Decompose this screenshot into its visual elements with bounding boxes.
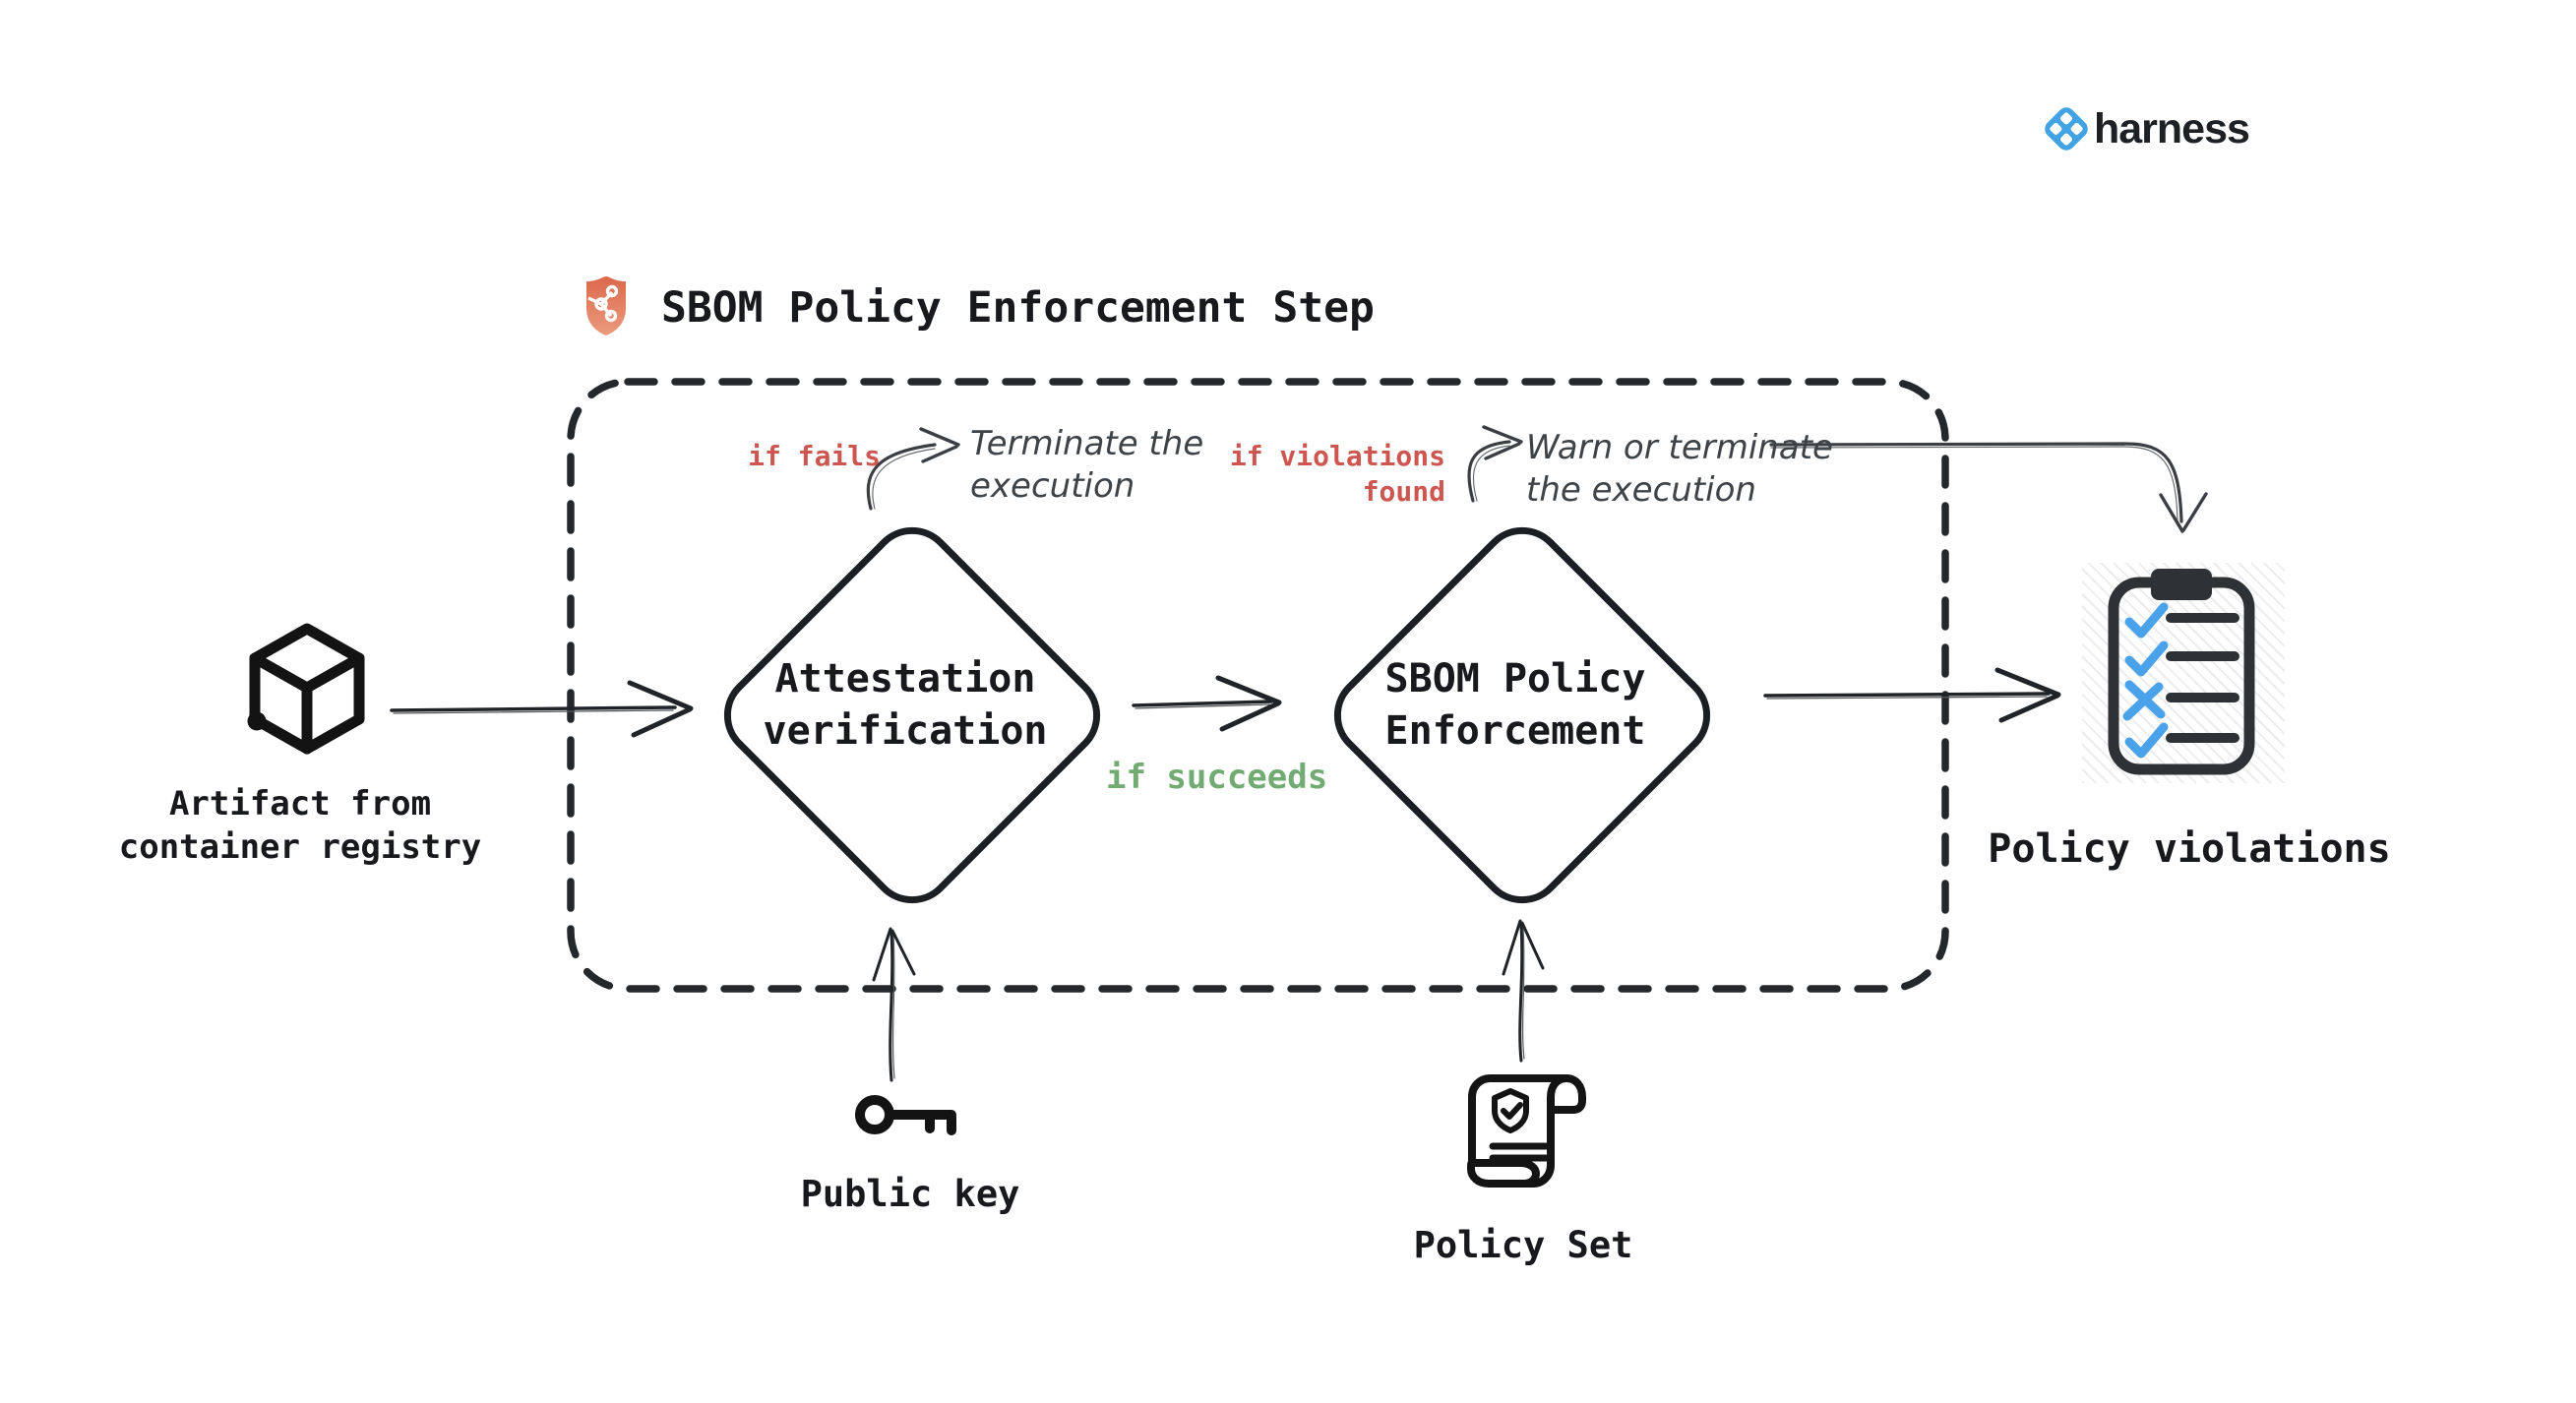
sbom-policy-enforcement-label: SBOM Policy Enforcement [1384,656,1646,754]
terminate-execution-note: Terminate the execution [970,424,1204,506]
if-succeeds-label: if succeeds [1106,758,1328,797]
policy-set-label: Policy Set [1413,1224,1633,1266]
package-cube-icon [244,622,370,758]
if-fails-label: if fails [748,440,881,472]
attestation-verification-label: Attestation verification [763,656,1048,754]
arrow-policyset-to-policy [1520,925,1522,1061]
arrow-key-to-attestation [890,933,892,1080]
key-icon [854,1088,962,1143]
page-title: SBOM Policy Enforcement Step [661,283,1375,333]
brand-wordmark: harness [2094,105,2249,152]
public-key-label: Public key [800,1173,1020,1215]
clipboard-checklist-icon [2104,567,2259,779]
artifact-label: Artifact from container registry [118,784,482,867]
arrow-policy-to-violations [1765,694,2049,696]
shield-network-icon [584,274,628,337]
scroll-shield-icon [1451,1068,1599,1200]
harness-diamond-icon [2042,104,2091,153]
warn-terminate-note: Warn or terminate the execution [1526,428,1833,510]
policy-violations-label: Policy violations [1988,826,2391,872]
if-violations-label: if violations found [1229,440,1445,508]
arrow-artifact-to-attestation [392,707,675,710]
